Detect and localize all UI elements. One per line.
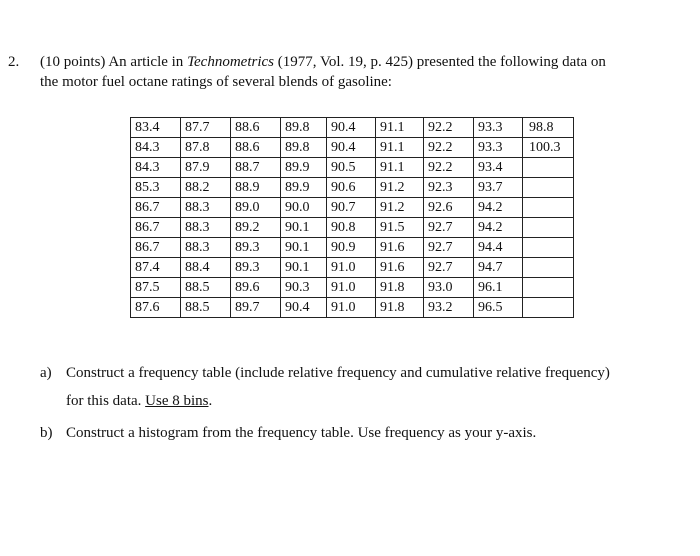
table-cell: 91.6 bbox=[376, 258, 424, 278]
table-cell: 90.3 bbox=[281, 278, 327, 298]
table-cell bbox=[523, 158, 574, 178]
part-b-label: b) bbox=[40, 425, 53, 441]
table-cell bbox=[523, 258, 574, 278]
table-cell: 88.3 bbox=[181, 238, 231, 258]
table-cell bbox=[523, 298, 574, 318]
part-b-text: Construct a histogram from the frequency table. Use frequency as your y-axis. bbox=[66, 425, 537, 441]
table-cell: 89.2 bbox=[231, 218, 281, 238]
part-b bbox=[40, 422, 690, 444]
table-cell: 84.3 bbox=[131, 158, 181, 178]
part-a-line2 bbox=[66, 390, 690, 412]
table-cell: 94.2 bbox=[474, 218, 523, 238]
table-cell: 93.0 bbox=[424, 278, 474, 298]
table-cell: 92.7 bbox=[424, 218, 474, 238]
table-cell: 93.3 bbox=[474, 138, 523, 158]
table-row bbox=[131, 238, 574, 258]
table-cell: 92.2 bbox=[424, 138, 474, 158]
part-a-line1: Construct a frequency table (include relative frequency and cumulative relative frequency) bbox=[66, 365, 610, 381]
table-cell: 89.8 bbox=[281, 138, 327, 158]
table-cell: 90.5 bbox=[327, 158, 376, 178]
table-cell: 89.7 bbox=[231, 298, 281, 318]
table-row bbox=[131, 118, 574, 138]
table-cell: 88.5 bbox=[181, 298, 231, 318]
table-cell: 94.4 bbox=[474, 238, 523, 258]
table-cell: 96.5 bbox=[474, 298, 523, 318]
table-cell bbox=[523, 278, 574, 298]
table-cell: 91.8 bbox=[376, 298, 424, 318]
table-cell: 90.1 bbox=[281, 238, 327, 258]
table-cell: 91.1 bbox=[376, 118, 424, 138]
table-cell: 90.4 bbox=[327, 138, 376, 158]
table-cell: 91.1 bbox=[376, 158, 424, 178]
table-cell: 92.3 bbox=[424, 178, 474, 198]
table-cell: 90.4 bbox=[281, 298, 327, 318]
table-cell: 89.9 bbox=[281, 178, 327, 198]
intro-line2: the motor fuel octane ratings of several blends of gasoline: bbox=[40, 74, 392, 90]
table-cell: 89.3 bbox=[231, 258, 281, 278]
table-cell: 86.7 bbox=[131, 238, 181, 258]
table-cell: 86.7 bbox=[131, 198, 181, 218]
table-cell: 87.4 bbox=[131, 258, 181, 278]
table-cell: 88.6 bbox=[231, 138, 281, 158]
table-cell: 91.6 bbox=[376, 238, 424, 258]
table-cell: 84.3 bbox=[131, 138, 181, 158]
table-cell: 87.5 bbox=[131, 278, 181, 298]
table-row bbox=[131, 138, 574, 158]
part-a-line2-prefix: for this data. bbox=[66, 393, 146, 409]
table-cell: 93.4 bbox=[474, 158, 523, 178]
problem-statement bbox=[8, 52, 688, 92]
table-cell: 90.7 bbox=[327, 198, 376, 218]
table-cell: 90.4 bbox=[327, 118, 376, 138]
table-row bbox=[131, 278, 574, 298]
table-cell: 100.3 bbox=[523, 138, 574, 158]
table-cell: 89.9 bbox=[281, 158, 327, 178]
table-cell: 89.0 bbox=[231, 198, 281, 218]
part-a-label: a) bbox=[40, 365, 52, 381]
table-cell: 88.4 bbox=[181, 258, 231, 278]
table-row bbox=[131, 298, 574, 318]
table-cell: 91.0 bbox=[327, 258, 376, 278]
intro-prefix: (10 points) An article in bbox=[40, 54, 188, 70]
table-cell bbox=[523, 178, 574, 198]
question-parts bbox=[40, 362, 690, 444]
table-cell: 88.5 bbox=[181, 278, 231, 298]
table-cell: 91.0 bbox=[327, 278, 376, 298]
octane-data-table bbox=[130, 117, 574, 318]
table-cell: 88.3 bbox=[181, 218, 231, 238]
table-cell: 88.9 bbox=[231, 178, 281, 198]
table-row bbox=[131, 158, 574, 178]
part-a bbox=[40, 362, 690, 412]
table-cell: 89.3 bbox=[231, 238, 281, 258]
table-cell: 88.7 bbox=[231, 158, 281, 178]
table-cell: 91.0 bbox=[327, 298, 376, 318]
table-cell: 92.2 bbox=[424, 118, 474, 138]
part-a-line2-suffix: . bbox=[208, 393, 213, 409]
table-cell: 92.7 bbox=[424, 258, 474, 278]
table-row bbox=[131, 218, 574, 238]
table-cell: 85.3 bbox=[131, 178, 181, 198]
table-cell: 87.9 bbox=[181, 158, 231, 178]
table-row bbox=[131, 198, 574, 218]
table-cell: 93.7 bbox=[474, 178, 523, 198]
journal-name: Technometrics bbox=[187, 54, 275, 70]
table-cell: 87.6 bbox=[131, 298, 181, 318]
table-cell: 88.2 bbox=[181, 178, 231, 198]
problem-stem bbox=[40, 52, 688, 92]
table-cell: 91.1 bbox=[376, 138, 424, 158]
table-cell: 94.2 bbox=[474, 198, 523, 218]
table-cell: 91.5 bbox=[376, 218, 424, 238]
table-cell: 94.7 bbox=[474, 258, 523, 278]
table-cell: 91.8 bbox=[376, 278, 424, 298]
table-cell: 89.8 bbox=[281, 118, 327, 138]
table-cell: 90.8 bbox=[327, 218, 376, 238]
table-cell bbox=[523, 198, 574, 218]
table-cell: 87.7 bbox=[181, 118, 231, 138]
table-cell: 98.8 bbox=[523, 118, 574, 138]
intro-suffix: (1977, Vol. 19, p. 425) presented the following data on bbox=[274, 54, 606, 70]
table-cell: 87.8 bbox=[181, 138, 231, 158]
table-cell: 90.6 bbox=[327, 178, 376, 198]
octane-data-table-body bbox=[131, 118, 574, 318]
table-cell: 83.4 bbox=[131, 118, 181, 138]
table-cell: 92.7 bbox=[424, 238, 474, 258]
table-row bbox=[131, 178, 574, 198]
table-cell: 90.1 bbox=[281, 218, 327, 238]
table-cell: 96.1 bbox=[474, 278, 523, 298]
table-cell: 88.3 bbox=[181, 198, 231, 218]
table-cell: 92.6 bbox=[424, 198, 474, 218]
table-cell: 90.1 bbox=[281, 258, 327, 278]
table-cell: 91.2 bbox=[376, 198, 424, 218]
table-cell: 93.2 bbox=[424, 298, 474, 318]
table-cell: 86.7 bbox=[131, 218, 181, 238]
part-a-bins-note: Use 8 bins bbox=[145, 393, 209, 409]
table-cell: 91.2 bbox=[376, 178, 424, 198]
table-cell: 88.6 bbox=[231, 118, 281, 138]
problem-number: 2. bbox=[8, 54, 20, 70]
table-cell: 92.2 bbox=[424, 158, 474, 178]
table-cell: 89.6 bbox=[231, 278, 281, 298]
table-cell: 90.9 bbox=[327, 238, 376, 258]
table-cell: 93.3 bbox=[474, 118, 523, 138]
table-cell bbox=[523, 238, 574, 258]
table-row bbox=[131, 258, 574, 278]
table-cell bbox=[523, 218, 574, 238]
table-cell: 90.0 bbox=[281, 198, 327, 218]
